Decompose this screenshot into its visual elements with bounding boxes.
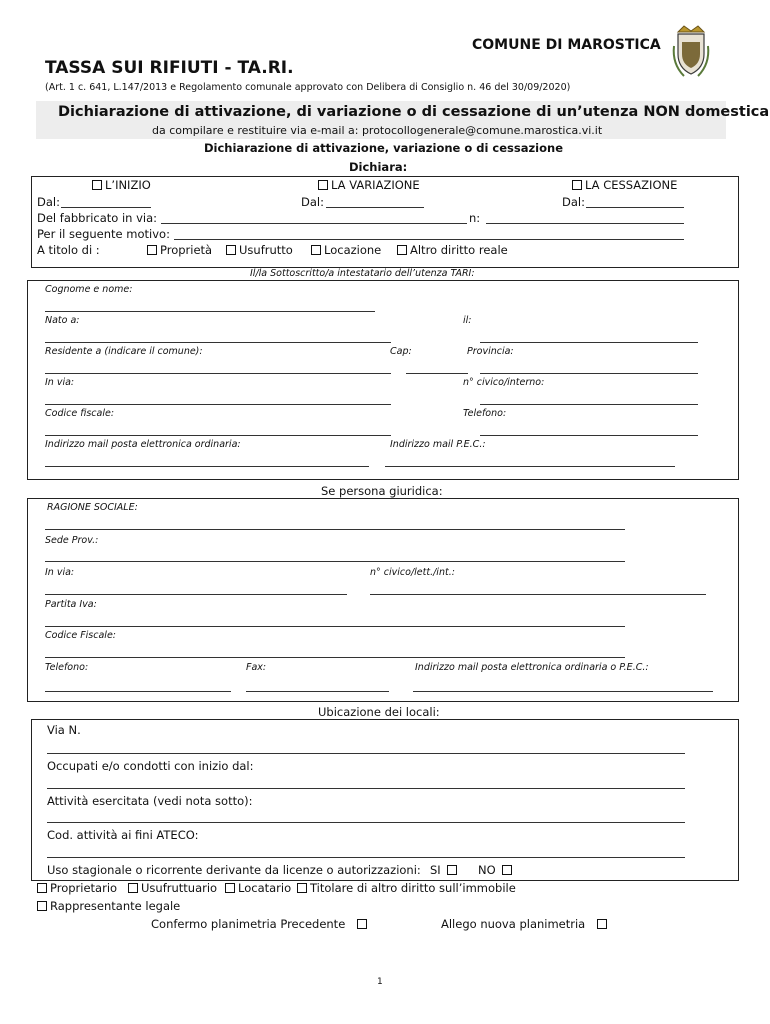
ownership-label: Proprietà <box>160 243 213 257</box>
signatory-heading: Il/la Sottoscritto/a intestatario dell’utenza TARI: <box>250 268 475 279</box>
dal-cessation-label: Dal: <box>562 195 585 209</box>
title-label: A titolo di : <box>37 243 100 257</box>
role-other-holder[interactable] <box>297 881 516 895</box>
dal-start-field[interactable] <box>61 207 151 208</box>
lease-checkbox[interactable] <box>311 245 321 255</box>
province-field[interactable] <box>480 373 698 374</box>
province-label: Provincia: <box>467 346 514 357</box>
role-usufructuary[interactable] <box>128 881 217 895</box>
email-field[interactable] <box>45 466 369 467</box>
company-phone-label: Telefono: <box>45 662 89 673</box>
ownership-checkbox[interactable] <box>147 245 157 255</box>
title-lease[interactable] <box>311 243 381 257</box>
born-in-label: Nato a: <box>45 315 80 326</box>
ateco-label: Cod. attività ai fini ATECO: <box>47 828 199 842</box>
start-checkbox[interactable] <box>92 180 102 190</box>
premises-street-label: Via N. <box>47 723 81 737</box>
tax-code-label: Codice fiscale: <box>45 408 115 419</box>
cap-field[interactable] <box>406 373 468 374</box>
ateco-field[interactable] <box>47 857 685 858</box>
usufruct-checkbox[interactable] <box>226 245 236 255</box>
role-legal-rep[interactable] <box>37 899 180 913</box>
plan-confirm[interactable] <box>151 917 370 931</box>
legal-rep-checkbox[interactable] <box>37 901 47 911</box>
usufructuary-label: Usufruttuario <box>141 881 218 895</box>
page-number: 1 <box>377 977 383 987</box>
business-name-field[interactable] <box>45 529 625 530</box>
cap-label: Cap: <box>390 346 412 357</box>
dal-variation-field[interactable] <box>326 207 424 208</box>
company-email-field[interactable] <box>413 691 713 692</box>
seasonal-label: Uso stagionale o ricorrente derivante da licenze o autorizzazioni: <box>47 863 421 877</box>
option-start[interactable] <box>92 178 151 192</box>
variation-checkbox[interactable] <box>318 180 328 190</box>
title-usufruct[interactable] <box>226 243 293 257</box>
option-cessation[interactable] <box>572 178 677 192</box>
declaration-heading: Dichiarazione di attivazione, variazione o di cessazione <box>204 141 564 155</box>
usufruct-label: Usufrutto <box>239 243 293 257</box>
company-heading: Se persona giuridica: <box>321 484 443 498</box>
premises-heading: Ubicazione dei locali: <box>318 705 440 719</box>
legal-reference: (Art. 1 c. 641, L.147/2013 e Regolamento comunale approvato con Delibera di Consiglio n. 46 del 30/09/2020) <box>45 82 571 93</box>
company-civic-field[interactable] <box>370 594 706 595</box>
company-tax-code-field[interactable] <box>45 657 625 658</box>
building-number-field[interactable] <box>486 223 684 224</box>
civic-field[interactable] <box>480 404 698 405</box>
birth-date-field[interactable] <box>480 342 698 343</box>
dichiara-label: Dichiara: <box>349 160 408 174</box>
plan-attach[interactable] <box>441 917 610 931</box>
pec-label: Indirizzo mail P.E.C.: <box>390 439 486 450</box>
phone-label: Telefono: <box>463 408 507 419</box>
surname-name-label: Cognome e nome: <box>45 284 133 295</box>
other-holder-checkbox[interactable] <box>297 883 307 893</box>
seasonal-no[interactable] <box>478 863 515 877</box>
form-subtitle: da compilare e restituire via e-mail a: protocollogenerale@comune.marostica.vi.it <box>152 124 603 137</box>
premises-street-field[interactable] <box>47 753 685 754</box>
civic-label: n° civico/interno: <box>463 377 545 388</box>
occupied-from-field[interactable] <box>47 788 685 789</box>
surname-name-field[interactable] <box>45 311 375 312</box>
company-street-label: In via: <box>45 567 75 578</box>
cessation-checkbox[interactable] <box>572 180 582 190</box>
plan-attach-label: Allego nuova planimetria <box>441 917 586 931</box>
role-tenant[interactable] <box>225 881 291 895</box>
title-other[interactable] <box>397 243 508 257</box>
occupied-from-label: Occupati e/o condotti con inizio dal: <box>47 759 254 773</box>
fax-field[interactable] <box>246 691 389 692</box>
seasonal-yes[interactable] <box>430 863 460 877</box>
tenant-label: Locatario <box>238 881 292 895</box>
company-phone-field[interactable] <box>45 691 231 692</box>
municipality-name: COMUNE DI MAROSTICA <box>472 37 661 53</box>
business-name-label: RAGIONE SOCIALE: <box>47 502 138 513</box>
activity-label: Attività esercitata (vedi nota sotto): <box>47 794 253 808</box>
vat-label: Partita Iva: <box>45 599 97 610</box>
reason-field[interactable] <box>174 239 684 240</box>
seasonal-no-label: NO <box>478 863 496 877</box>
signatory-box <box>27 280 739 480</box>
coat-of-arms <box>670 24 712 82</box>
tax-code-field[interactable] <box>45 435 391 436</box>
dal-start-label: Dal: <box>37 195 60 209</box>
option-variation[interactable] <box>318 178 420 192</box>
seasonal-no-checkbox[interactable] <box>502 865 512 875</box>
dal-variation-label: Dal: <box>301 195 324 209</box>
plan-attach-checkbox[interactable] <box>597 919 607 929</box>
other-right-label: Altro diritto reale <box>410 243 508 257</box>
street-field[interactable] <box>45 404 391 405</box>
usufructuary-checkbox[interactable] <box>128 883 138 893</box>
reason-label: Per il seguente motivo: <box>37 227 170 241</box>
resident-label: Residente a (indicare il comune): <box>45 346 203 357</box>
plan-confirm-checkbox[interactable] <box>357 919 367 929</box>
company-email-label: Indirizzo mail posta elettronica ordinaria o P.E.C.: <box>415 662 649 673</box>
plan-confirm-label: Confermo planimetria Precedente <box>151 917 346 931</box>
dal-cessation-field[interactable] <box>586 207 684 208</box>
resident-field[interactable] <box>45 373 391 374</box>
pec-field[interactable] <box>385 466 675 467</box>
seasonal-yes-label: SI <box>430 863 441 877</box>
role-owner[interactable] <box>37 881 117 895</box>
coat-of-arms-icon <box>670 24 712 82</box>
street-label: In via: <box>45 377 75 388</box>
lease-label: Locazione <box>324 243 382 257</box>
company-street-field[interactable] <box>45 594 347 595</box>
birth-date-label: il: <box>463 315 472 326</box>
headquarters-field[interactable] <box>45 561 625 562</box>
headquarters-label: Sede Prov.: <box>45 535 99 546</box>
option-start-label: L’INIZIO <box>105 178 151 192</box>
born-in-field[interactable] <box>45 342 391 343</box>
owner-checkbox[interactable] <box>37 883 47 893</box>
tax-title: TASSA SUI RIFIUTI - TA.RI. <box>45 58 294 78</box>
other-right-checkbox[interactable] <box>397 245 407 255</box>
phone-field[interactable] <box>480 435 698 436</box>
building-street-field[interactable] <box>161 223 467 224</box>
building-number-label: n: <box>469 211 481 225</box>
title-ownership[interactable] <box>147 243 212 257</box>
fax-label: Fax: <box>246 662 267 673</box>
option-variation-label: LA VARIAZIONE <box>331 178 420 192</box>
seasonal-yes-checkbox[interactable] <box>447 865 457 875</box>
vat-field[interactable] <box>45 626 625 627</box>
email-label: Indirizzo mail posta elettronica ordinaria: <box>45 439 241 450</box>
company-civic-label: n° civico/lett./int.: <box>370 567 455 578</box>
owner-label: Proprietario <box>50 881 118 895</box>
tenant-checkbox[interactable] <box>225 883 235 893</box>
other-holder-label: Titolare di altro diritto sull’immobile <box>310 881 516 895</box>
company-tax-code-label: Codice Fiscale: <box>45 630 116 641</box>
legal-rep-label: Rappresentante legale <box>50 899 181 913</box>
option-cessation-label: LA CESSAZIONE <box>585 178 678 192</box>
activity-field[interactable] <box>47 822 685 823</box>
building-label: Del fabbricato in via: <box>37 211 158 225</box>
form-title: Dichiarazione di attivazione, di variazione o di cessazione di un’utenza NON domestica <box>58 104 770 120</box>
